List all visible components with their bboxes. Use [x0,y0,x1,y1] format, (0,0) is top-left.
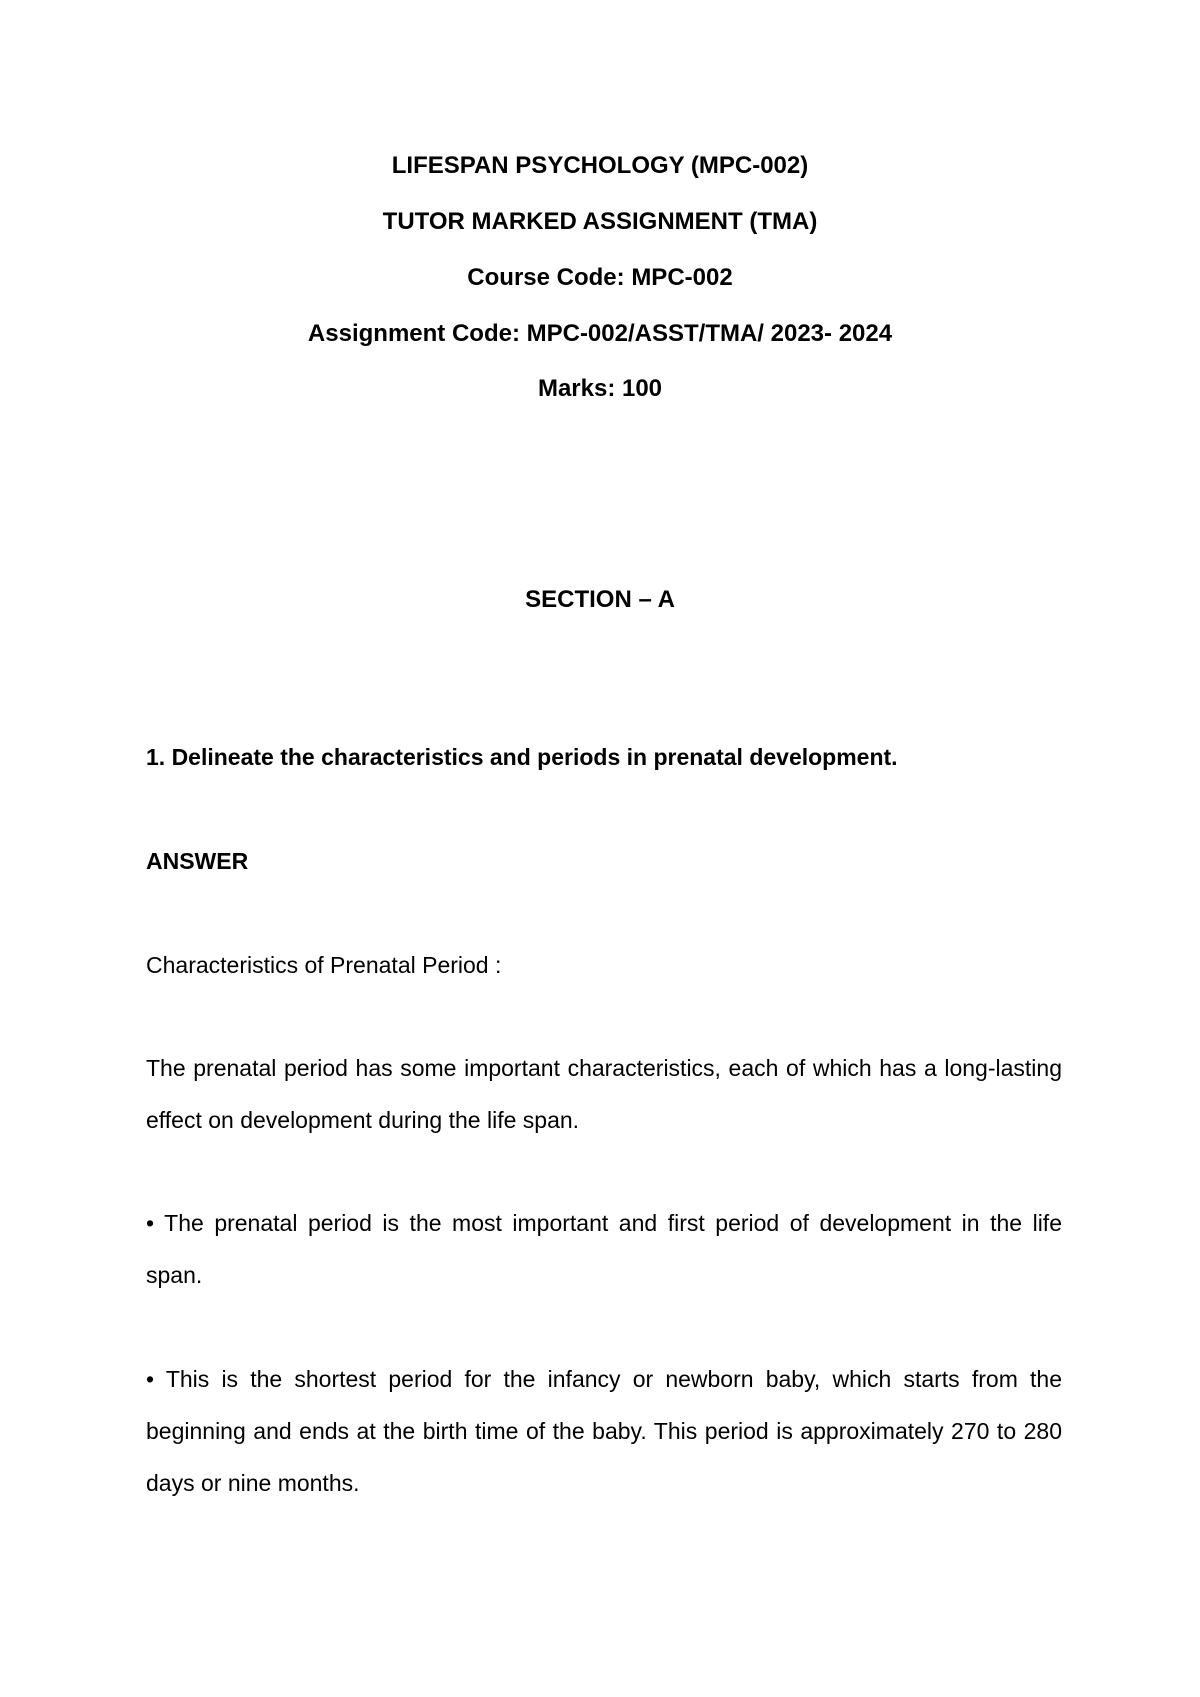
answer-intro-paragraph: The prenatal period has some important characteristics, each of which has a long-lasting effect on development during the life span. [146,1055,1062,1133]
bullet-point-1: • The prenatal period is the most important and first period of development in the life span. [146,1210,1062,1288]
bullet-point-2: • This is the shortest period for the infancy or newborn baby, which starts from the beginning and ends at the birth time of the baby. This period is approximately 270 to 280 days or nine months. [146,1366,1062,1496]
section-heading: SECTION – A [525,586,675,613]
question-text: 1. Delineate the characteristics and periods in prenatal development. [146,744,898,770]
marks: Marks: 100 [537,375,663,402]
answer-label: ANSWER [146,848,249,874]
assignment-code: Assignment Code: MPC-002/ASST/TMA/ 2023- 2024 [307,320,893,347]
answer-subheading: Characteristics of Prenatal Period : [146,952,502,978]
document-subtitle: TUTOR MARKED ASSIGNMENT (TMA) [382,208,818,235]
course-code: Course Code: MPC-002 [467,264,733,291]
document-title: LIFESPAN PSYCHOLOGY (MPC-002) [391,152,809,179]
